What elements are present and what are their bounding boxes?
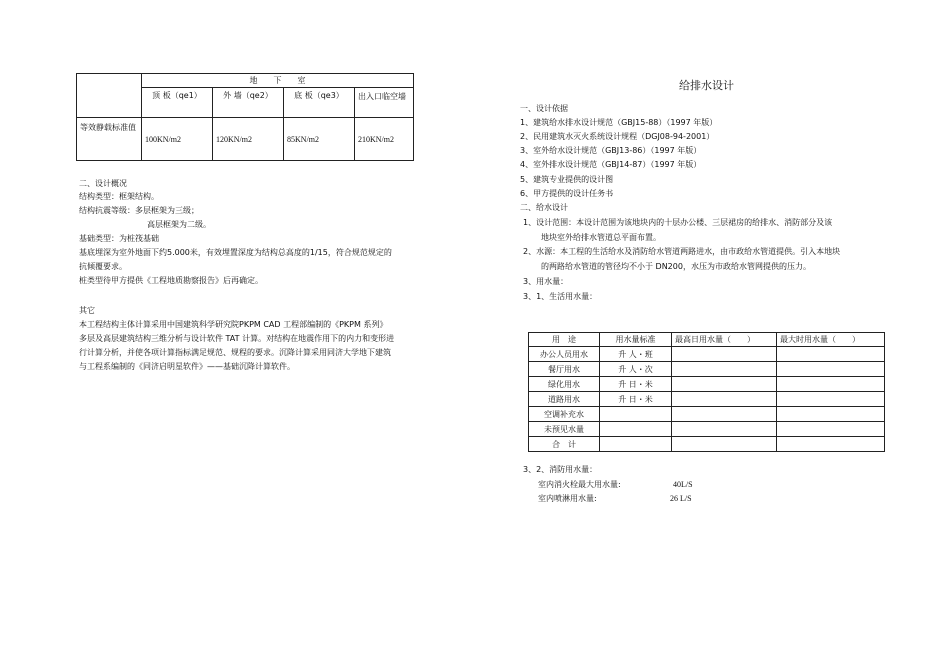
column-header: 最大时用水量（ ） — [777, 333, 885, 347]
table-row — [529, 377, 885, 392]
table-cell — [672, 347, 777, 362]
table-cell — [672, 392, 777, 407]
table-cell: 道路用水 — [529, 392, 600, 407]
text-line: 地块室外给排水管道总平面布置。 — [541, 233, 661, 242]
table-cell — [672, 407, 777, 422]
table-row — [529, 437, 885, 452]
section-heading: 一、设计依据 — [520, 104, 568, 113]
text-line: 4、室外排水设计规范（GBJ14-87）（1997 年版） — [520, 160, 702, 169]
table-row — [529, 347, 885, 362]
table-cell: 空调补充水 — [529, 407, 600, 422]
section-heading: 二、设计概况 — [79, 179, 127, 188]
table-cell: 办公人员用水 — [529, 347, 600, 362]
table-cell — [777, 407, 885, 422]
text-line: 3、1、生活用水量： — [523, 292, 598, 301]
text-line: 行计算分析，并使各项计算指标满足规范、规程的要求。沉降计算采用同济大学地下建筑 — [79, 348, 391, 357]
table-cell: 120KN/m2 — [213, 118, 284, 161]
table-cell — [777, 392, 885, 407]
row-label: 等效静载标准值 — [77, 118, 142, 161]
table-row — [529, 392, 885, 407]
group-header: 地 下 室 — [142, 74, 414, 88]
table-cell — [777, 362, 885, 377]
column-header: 出入口临空墙 — [355, 88, 414, 118]
fire-item-value: 26 L/S — [670, 494, 692, 503]
table-cell: 100KN/m2 — [142, 118, 213, 161]
table-cell — [600, 407, 672, 422]
table-cell — [600, 422, 672, 437]
text-line: 与工程系编制的《同济启明星软件》——基础沉降计算软件。 — [79, 362, 295, 371]
table-cell — [672, 362, 777, 377]
water-usage-table — [528, 332, 885, 452]
section-heading: 二、给水设计 — [520, 203, 568, 212]
text-line: 的两路给水管道的管径均不小于 DN200，水压为市政给水管网提供的压力。 — [541, 262, 811, 271]
table-cell: 未预见水量 — [529, 422, 600, 437]
table-row — [529, 407, 885, 422]
table-cell — [672, 422, 777, 437]
text-line: 多层及高层建筑结构三维分析与设计软件 TAT 计算。对结构在地震作用下的内力和变形进 — [79, 334, 395, 343]
table-cell: 升 日・米 — [600, 392, 672, 407]
table-cell — [777, 437, 885, 452]
table-cell — [777, 422, 885, 437]
table-cell — [672, 377, 777, 392]
text-line: 1、建筑给水排水设计规范（GBJ15-88）（1997 年版） — [520, 118, 718, 127]
text-line: 3、用水量： — [523, 277, 569, 286]
table-cell — [777, 377, 885, 392]
column-header: 用 途 — [529, 333, 600, 347]
table-cell: 餐厅用水 — [529, 362, 600, 377]
text-line: 2、民用建筑水灭火系统设计规程（DGJ08-94-2001） — [520, 132, 715, 141]
column-header: 最高日用水量（ ） — [672, 333, 777, 347]
column-header: 外 墙（qe2） — [213, 88, 284, 118]
column-header: 顶 板（qe1） — [142, 88, 213, 118]
column-header: 用水量标准 — [600, 333, 672, 347]
page-title: 给排水设计 — [679, 79, 734, 92]
table-cell: 绿化用水 — [529, 377, 600, 392]
text-line: 高层框架为二级。 — [147, 220, 211, 229]
section-heading: 3、2、消防用水量： — [523, 465, 598, 474]
table-cell: 85KN/m2 — [284, 118, 355, 161]
fire-item-value: 40L/S — [673, 480, 693, 489]
text-line: 基底埋深为室外地面下约5.000米，有效埋置深度为结构总高度的1/15，符合规范规定的 — [79, 248, 392, 257]
text-line: 2、水源：本工程的生活给水及消防给水管道两路进水，由市政给水管道提供。引入本地块 — [523, 247, 841, 256]
text-line: 3、室外给水设计规范（GBJ13-86）（1997 年版） — [520, 146, 702, 155]
text-line: 结构类型：框架结构。 — [79, 192, 159, 201]
load-table — [76, 73, 414, 161]
table-corner — [77, 74, 142, 118]
fire-item-label: 室内喷淋用水量: — [538, 494, 597, 503]
text-line: 1、设计范围：本设计范围为该地块内的十层办公楼、三层裙房的给排水、消防部分及该 — [523, 218, 833, 227]
text-line: 基础类型：为桩筏基础 — [79, 234, 159, 243]
table-cell: 210KN/m2 — [355, 118, 414, 161]
table-cell — [777, 347, 885, 362]
text-line: 5、建筑专业提供的设计图 — [520, 175, 614, 184]
table-cell — [672, 437, 777, 452]
table-cell: 升 日・米 — [600, 377, 672, 392]
section-heading: 其它 — [79, 306, 95, 315]
table-cell: 升 人・班 — [600, 347, 672, 362]
column-header: 底 板（qe3） — [284, 88, 355, 118]
text-line: 桩类型待甲方提供《工程地质勘察报告》后再确定。 — [79, 276, 263, 285]
text-line: 本工程结构主体计算采用中国建筑科学研究院PKPM CAD 工程部编制的《PKPM 系列》 — [79, 320, 388, 329]
text-line: 抗倾覆要求。 — [79, 262, 127, 271]
fire-item-label: 室内消火栓最大用水量: — [538, 480, 621, 489]
text-line: 6、甲方提供的设计任务书 — [520, 189, 614, 198]
table-row — [529, 422, 885, 437]
table-row — [529, 362, 885, 377]
table-cell: 合 计 — [529, 437, 600, 452]
table-cell — [600, 437, 672, 452]
table-cell: 升 人・次 — [600, 362, 672, 377]
text-line: 结构抗震等级：多层框架为三级； — [79, 206, 199, 215]
